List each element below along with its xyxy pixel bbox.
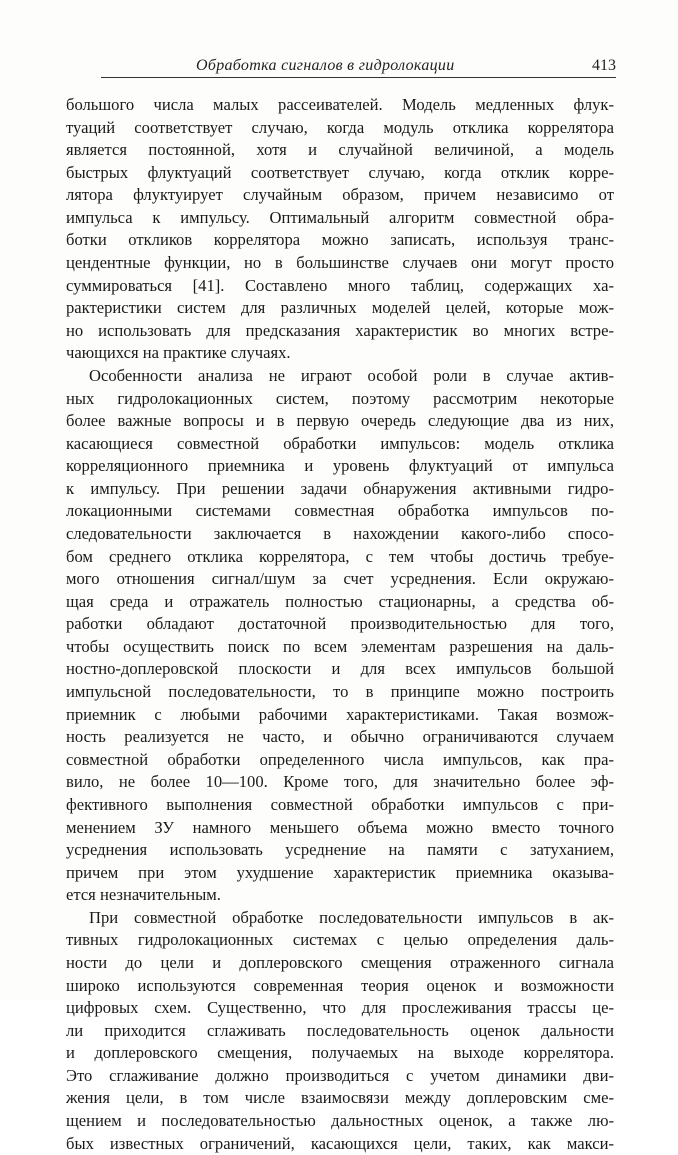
text-line: тивных гидролокационных системах с целью определения даль-	[66, 930, 614, 950]
text-line: совместной обработки определенного числа импульсов, как пра-	[66, 749, 614, 769]
text-line: и доплеровского смещения, получаемых на выходе коррелятора.	[66, 1043, 614, 1063]
text-line: фективного выполнения совместной обработки импульсов с при-	[66, 794, 614, 814]
paragraph	[66, 94, 614, 365]
text-line: менением ЗУ намного меньшего объема можно вместо точного	[66, 817, 614, 837]
text-line: быстрых флуктуаций соответствует случаю, когда отклик корре-	[66, 162, 614, 182]
text-line: При совместной обработке последовательности импульсов в ак-	[89, 907, 614, 927]
text-line: чающихся на практике случаях.	[66, 343, 291, 363]
text-line: жения цели, в том числе взаимосвязи между доплеровским сме-	[66, 1088, 614, 1108]
text-line: Это сглаживание должно производиться с учетом динамики дви-	[66, 1065, 614, 1085]
text-line: чтобы осуществить поиск по всем элементам разрешения на даль-	[66, 636, 614, 656]
text-line: более важные вопросы и в первую очередь следующие два из них,	[66, 411, 614, 431]
text-line: касающиеся совместной обработки импульсов: модель отклика	[66, 433, 614, 453]
page-number: 413	[592, 57, 616, 74]
text-line: суммироваться [41]. Составлено много таблиц, содержащих ха-	[66, 275, 614, 295]
text-line: широко используются современная теория оценок и возможности	[66, 975, 614, 995]
text-line: мого отношения сигнал/шум за счет усреднения. Если окружаю-	[66, 569, 614, 589]
running-header	[101, 57, 616, 77]
text-line: следовательности заключается в нахождении какого-либо спосо-	[66, 523, 614, 543]
text-line: импульсной последовательности, то в принципе можно построить	[66, 682, 614, 702]
text-line: корреляционного приемника и уровень флуктуаций от импульса	[66, 456, 614, 476]
text-line: большого числа малых рассеивателей. Модель медленных флук-	[66, 95, 614, 114]
text-line: цендентные функции, но в большинстве случаев они могут просто	[66, 253, 614, 273]
text-line: локационными системами совместная обработка импульсов по-	[66, 501, 614, 521]
text-line: цифровых схем. Существенно, что для прослеживания трассы це-	[66, 998, 614, 1018]
text-line: Особенности анализа не играют особой роли в случае актив-	[89, 365, 614, 385]
text-line: но использовать для предсказания характеристик во многих встре-	[66, 320, 614, 340]
text-line: усреднения использовать усреднение на памяти с затуханием,	[66, 840, 614, 860]
body-text	[66, 94, 614, 1155]
text-line: ботки откликов коррелятора можно записать, используя транс-	[66, 230, 614, 250]
text-line: ности до цели и доплеровского смещения отраженного сигнала	[66, 952, 614, 972]
text-line: работки обладают достаточной производительностью для того,	[66, 614, 614, 634]
text-line: ли приходится сглаживать последовательность оценок дальности	[66, 1020, 614, 1040]
text-line: ется незначительным.	[66, 885, 221, 905]
text-line: щением и последовательностью дальностных оценок, а также лю-	[66, 1111, 614, 1131]
text-line: щая среда и отражатель полностью стационарны, а средства об-	[66, 591, 614, 611]
text-line: вило, не более 10—100. Кроме того, для значительно более эф-	[66, 772, 614, 792]
text-line: импульса к импульсу. Оптимальный алгоритм совместной обра-	[66, 207, 614, 227]
header-rule	[101, 77, 616, 78]
paragraph	[66, 365, 614, 907]
text-line: ных гидролокационных систем, поэтому рассмотрим некоторые	[66, 388, 614, 408]
text-line: лятора флуктуирует случайным образом, причем независимо от	[66, 185, 614, 205]
text-line: является постоянной, хотя и случайной величиной, а модель	[66, 140, 614, 160]
text-line: бом среднего отклика коррелятора, с тем чтобы достичь требуе-	[66, 546, 614, 566]
running-title: Обработка сигналов в гидролокации	[196, 57, 455, 74]
text-line: к импульсу. При решении задачи обнаружения активными гидро-	[66, 478, 614, 498]
text-line: рактеристики систем для различных моделей целей, которые мож-	[66, 298, 614, 318]
text-line: приемник с любыми рабочими характеристиками. Такая возмож-	[66, 704, 614, 724]
text-line: ность реализуется не часто, и обычно ограничиваются случаем	[66, 727, 614, 747]
paragraph	[66, 907, 614, 1155]
text-line: туаций соответствует случаю, когда модуль отклика коррелятора	[66, 117, 614, 137]
text-line: причем при этом ухудшение характеристик приемника оказыва-	[66, 862, 614, 882]
text-line: бых известных ограничений, касающихся цели, таких, как макси-	[66, 1133, 614, 1153]
text-line: ностно-доплеровской плоскости и для всех импульсов большой	[66, 659, 614, 679]
